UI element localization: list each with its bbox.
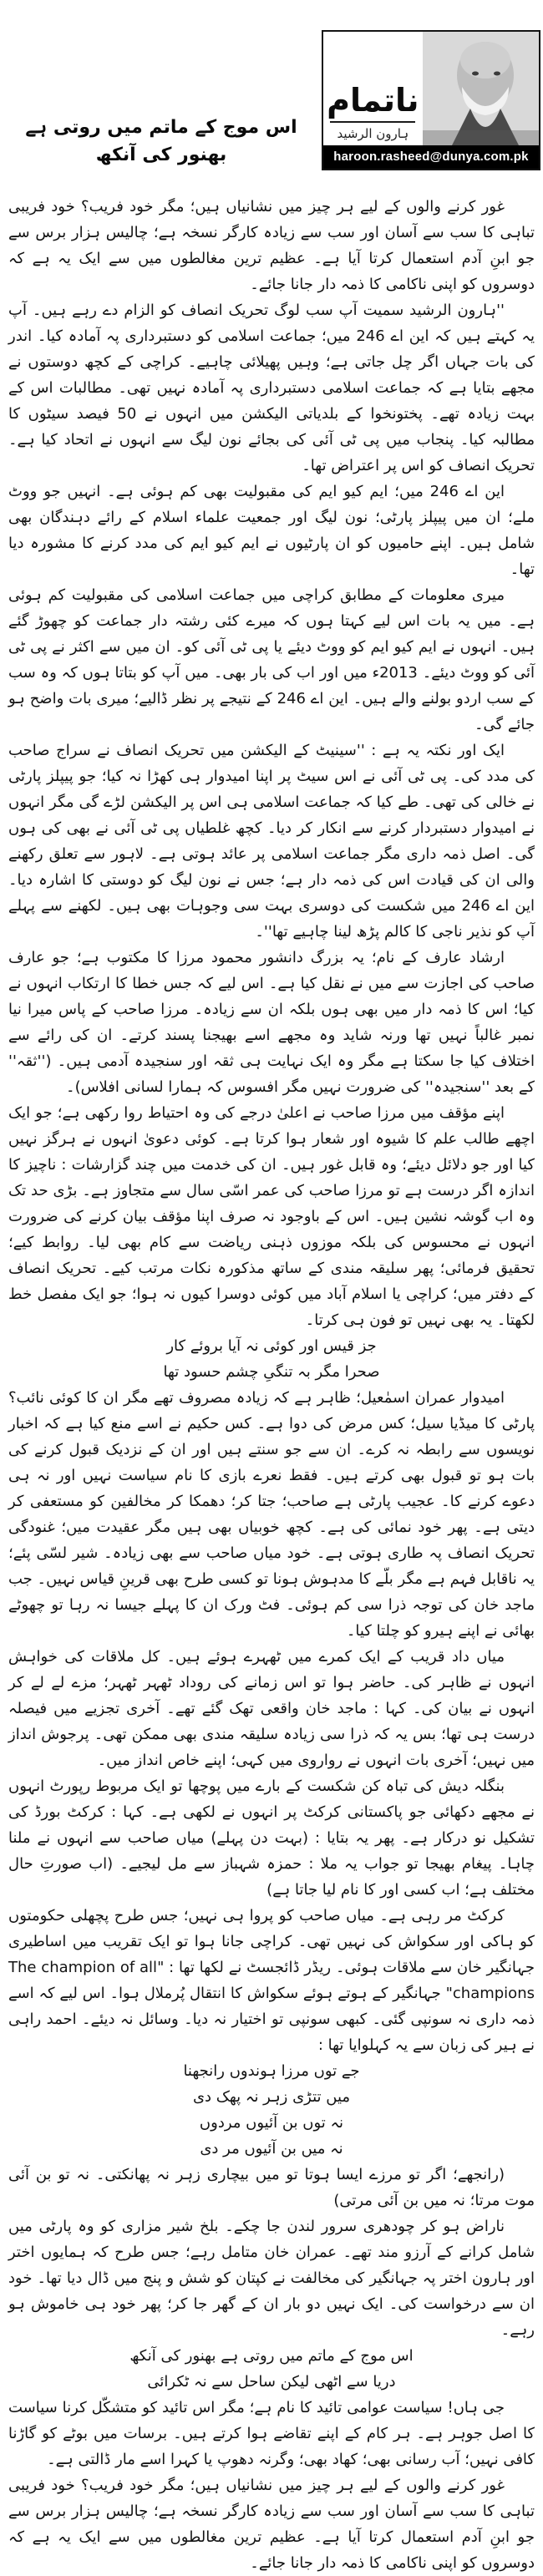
verse-line: میں تتڑی زہر نہ پھک دی [192,2088,351,2106]
author-photo [423,32,539,145]
article-paragraph: میاں داد قریب کے ایک کمرے میں ٹھہرے ہوئے ہیں۔ کل ملاقات کی خواہش انہوں نے ظاہر کی۔ حاضر ہوا تو اس زمانے کی روداد ٹھہر ٹھہر؛ مزے لے لے کر انہوں نے بیان کی۔ کہا : ماجد خان واقعی تھک گئے تھے۔ آخری تجزیے میں فیصلہ درست ہی تھا؛ بس یہ کہ ذرا سی زیادہ سلیقہ مندی بھی ممکن تھی۔ پرجوش انداز میں نہیں؛ آخری بات انہوں نے رواروی میں کہی؛ اپنے خاص انداز میں۔ [8,1648,535,1769]
verse-block [8,2343,535,2395]
article-body [0,194,543,2576]
column-header-box [322,30,540,170]
author-email-bar: haroon.rasheed@dunya.com.pk [323,145,539,169]
column-title-area [323,32,423,145]
verse-line: دریا سے اٹھی لیکن ساحل سے نہ ٹکرائی [147,2373,396,2391]
verse-line: اس موج کے ماتم میں روتی ہے بھنور کی آنکھ [129,2347,414,2365]
column-header-main [323,32,539,145]
article-paragraph: بنگلہ دیش کی تباہ کن شکست کے بارے میں پوچھا تو ایک مربوط رپورٹ انہوں نے مجھے دکھائی جو پاکستانی کرکٹ پر انہوں نے لکھی ہے۔ کہا : کرکٹ بورڈ کی تشکیل نو درکار ہے۔ پھر یہ بتایا : (بہت دن پہلے) میاں صاحب سے انہوں نے ملنا چاہا۔ پیغام بھیجا تو جواب یہ ملا : حمزہ شہباز سے مل لیجیے۔ (اب صورتِ حال مختلف ہے؛ اب کسی اور کا نام لیا جاتا ہے) [8,1777,535,1899]
column-title: ناتمام [327,82,419,119]
verse-block [8,1333,535,1385]
article-headline: اس موج کے ماتم میں روتی ہے بھنور کی آنکھ [25,117,297,165]
author-portrait-icon [423,32,539,145]
title-divider [330,121,415,123]
verse-line: نہ میں بن آئیوں مر دی [200,2140,343,2158]
article-paragraph: غور کرنے والوں کے لیے ہر چیز میں نشانیاں ہیں؛ مگر خود فریب؟ خود فریبی تباہی کا سب سے آسان اور سب سے زیادہ کارگر نسخہ ہے؛ چالیس ہزار برس سے جو ابنِ آدم استعمال کرتا آیا ہے۔ عظیم ترین مغالطوں میں سے ایک یہ ہے کہ دوسروں کو اپنی ناکامی کا ذمہ دار جانا جائے۔ [8,198,535,293]
article-paragraph: (رانجھے؛ اگر تو مرزے ایسا ہوتا تو میں بیچاری زہر نہ پھانکتی۔ نہ تو بن آئی موت مرتا؛ نہ میں بن آئی مرتی) [8,2166,535,2209]
article-paragraph: ایک اور نکتہ یہ ہے : ''سینیٹ کے الیکشن میں تحریک انصاف نے سراج صاحب کی مدد کی۔ پی ٹی آئی نے اس سیٹ پر اپنا امیدوار ہی کھڑا نہ کیا؛ جو پیپلز پارٹی نے خالی کی تھی۔ طے کیا کہ جماعت اسلامی ہی اس پر الیکشن لڑے گی مگر انہوں نے امیدوار دستبردار کرنے سے انکار کر دیا۔ کچھ غلطیاں پی ٹی آئی نے بھی کی ہوں گی۔ اصل ذمہ داری مگر جماعت اسلامی پر عائد ہوتی ہے۔ لاہور سے تعلق رکھنے والی ان کی قیادت اس کی ذمہ دار ہے؛ جس نے نون لیگ کو دوستی کا اشارہ دیا۔ این اے 246 میں شکست کی دوسری بہت سی وجوہات بھی ہیں۔ لکھنے سے پہلے آپ کو نذیر ناجی کا کالم پڑھ لینا چاہیے تھا''۔ [8,742,535,941]
author-name: ہارون الرشید [337,126,409,141]
verse-block [8,2058,535,2162]
article-paragraph: ارشاد عارف کے نام؛ یہ بزرگ دانشور محمود مرزا کا مکتوب ہے؛ جو عارف صاحب کی اجازت سے میں نے نقل کیا ہے۔ اس لیے کہ جس خطا کا ارتکاب انہوں نے کیا؛ اس کا ذمہ دار میں بھی ہوں بلکہ ان سے زیادہ۔ مرزا صاحب کے پاس میرا نیا نمبر غالباً نہیں تھا ورنہ شاید وہ مجھے اسے بھیجنا پسند کرتے۔ ان کی رائے سے اختلاف کیا جا سکتا ہے مگر وہ ایک نہایت ہی ثقہ اور سنجیدہ آدمی ہیں۔ (''ثقہ'' کے بعد ''سنجیدہ'' کی ضرورت نہیں مگر افسوس کہ ہمارا لسانی افلاس)۔ [8,949,535,1096]
verse-line: جے توں مرزا ہوندوں رانجھنا [183,2062,360,2080]
article-paragraph: کرکٹ مر رہی ہے۔ میاں صاحب کو پروا ہی نہیں؛ جس طرح پچھلی حکومتوں کو ہاکی اور سکواش کی نہیں تھی۔ کراچی جانا ہوا تو ایک تقریب میں اساطیری جہانگیر خان سے ملاقات ہوئی۔ ریڈر ڈائجسٹ نے لکھا تھا : "The champion of all champions" جہانگیر کے ہوتے ہوئے سکواش کا انتقال پُرملال ہوا۔ اس لیے کہ اسے ذمہ داری نہ سونپی گئی۔ کبھی سونپی تو اختیار نہ دیا۔ وسائل نہ دیئے۔ احمد راہی نے ہیر کی زبان سے یہ کہلوایا تھا : [8,1907,535,2054]
article-paragraph: اپنے مؤقف میں مرزا صاحب نے اعلیٰ درجے کی وہ احتیاط روا رکھی ہے؛ جو ایک اچھے طالب علم کا شیوہ اور شعار ہوا کرتا ہے۔ کوئی دعویٰ انہوں نے ہرگز نہیں کیا اور جو دلائل دیئے؛ وہ قابل غور ہیں۔ ان کی خدمت میں چند گزارشات : ناچیز کا اندازہ اگر درست ہے تو مرزا صاحب کی عمر اسّی سال سے متجاوز ہے۔ بڑی حد تک وہ اب گوشہ نشین ہیں۔ اس کے باوجود نہ صرف اپنا مؤقف بیان کرنے کی ضرورت انہوں نے محسوس کی بلکہ موزوں ذہنی ریاضت سے کام بھی لیا۔ روابط کیے؛ تحقیق فرمائی؛ پھر سلیقہ مندی کے ساتھ مذکورہ نکات مرتب کیے۔ تحریک انصاف کے دفتر میں؛ کراچی یا اسلام آباد میں کوئی دوسرا کیوں نہ ہوا؛ جو ایک مفصل خط لکھتا۔ یہ بھی نہیں تو فون ہی کرتا۔ [8,1104,535,1329]
article-paragraph: ناراض ہو کر چودھری سرور لندن جا چکے۔ بلخ شیر مزاری کو وہ پارٹی میں شامل کرانے کے آرزو مند تھے۔ عمران خان متامل رہے؛ جس طرح کہ ہمایوں اختر اور ہارون اختر پہ جہانگیر کی مخالفت نے کپتان کو شش و پنج میں ڈال دیا تھا۔ خود ان سے درخواست کی۔ ایک نہیں دو بار ان کے گھر جا کر؛ پھر خود ہی خاموش ہو رہے۔ [8,2218,535,2339]
article-paragraph: جی ہاں! سیاست عوامی تائید کا نام ہے؛ مگر اس تائید کو متشکّل کرنا سیاست کا اصل جوہر ہے۔ ہر کام کے اپنے تقاضے ہوا کرتے ہیں۔ برسات میں بوٹے کو گاڑنا کافی نہیں؛ آب رسانی بھی؛ کھاد بھی؛ وگرنہ دھوپ یا کہرا اسے مار ڈالتی ہے۔ [8,2399,535,2468]
verse-line: جز قیس اور کوئی نہ آیا بروئے کار [166,1337,377,1355]
verse-line: صحرا مگر بہ تنگیِ چشم حسود تھا [163,1363,380,1381]
article-paragraph: ''ہارون الرشید سمیت آپ سب لوگ تحریک انصاف کو الزام دے رہے ہیں۔ آپ یہ کہتے ہیں کہ این اے 246 میں؛ جماعت اسلامی کو دستبرداری پہ آمادہ کیا۔ اندر کی بات جہاں اگر چل جاتی ہے؛ وہیں پھیلائی چاہیے۔ کراچی کے کچھ دوستوں نے مجھے بتایا ہے کہ جماعت اسلامی دستبرداری پہ آمادہ نہیں تھی۔ مطالبات اس کے بہت زیادہ تھے۔ پختونخوا کے بلدیاتی الیکشن میں انہوں نے 50 فیصد سیٹوں کا مطالبہ کیا۔ پنجاب میں پی ٹی آئی کی بجائے نون لیگ سے انہوں نے اتحاد کیا ہے۔ تحریک انصاف کو اس پر اعتراض تھا۔ [8,302,535,474]
article-paragraph: غور کرنے والوں کے لیے ہر چیز میں نشانیاں ہیں؛ مگر خود فریب؟ خود فریبی تباہی کا سب سے آسان اور سب سے زیادہ کارگر نسخہ ہے؛ چالیس ہزار برس سے جو ابنِ آدم استعمال کرتا آیا ہے۔ عظیم ترین مغالطوں میں سے ایک یہ ہے کہ دوسروں کو اپنی ناکامی کا ذمہ دار جانا جائے۔ [8,2477,535,2572]
verse-line: نہ توں بن آئیوں مردوں [199,2114,344,2132]
article-paragraph: امیدوار عمران اسمٰعیل؛ ظاہر ہے کہ زیادہ مصروف تھے مگر ان کا کوئی نائب؟ پارٹی کا میڈیا سیل؛ کس مرض کی دوا ہے۔ کس حکیم نے اسے منع کیا ہے کہ اخبار نویسوں سے رابطہ نہ کرے۔ ان سے جو سنتے ہیں اور ان کے نزدیک قبول کرنے کی بات ہو تو قبول بھی کرتے ہیں۔ فقط نعرے بازی کا نام سیاست نہیں اور نہ ہی دعوے کرنے کا۔ عجیب پارٹی ہے صاحب؛ جتا کر؛ دھمکا کر مخالفین کو مستعفی کر دیتی ہے۔ پھر خود نمائی کی ہے۔ کچھ خوبیاں بھی ہیں مگر عقیدت میں؛ غنودگی تحریک انصاف پہ طاری ہوتی ہے۔ خود میاں صاحب سے بھی زیادہ۔ شیر لسّی پئے؛ یہ ناقابل فہم ہے مگر بلّے کا مدہوش ہونا تو کسی طرح بھی قرینِ قیاس نہیں۔ جب ماجد خان کی توجہ ذرا سی کم ہوئی۔ فٹ ورک ان کا پہلے جیسا نہ رہا تو چھوٹے بھائی نے اپنے ہیرو کو چلتا کیا۔ [8,1389,535,1640]
article-paragraph: میری معلومات کے مطابق کراچی میں جماعت اسلامی کی مقبولیت کم ہوئی ہے۔ میں یہ بات اس لیے کہتا ہوں کہ میرے کئی رشتہ دار جماعت کو چھوڑ گئے ہیں۔ انہوں نے ایم کیو ایم کو ووٹ دیئے یا پی ٹی آئی کو۔ ان میں سے اکثر نے پی ٹی آئی کو ووٹ دیئے۔ 2013ء میں اور اب کی بار بھی۔ میں آپ کو بتاتا ہوں کہ وہ سب کے سب اردو بولنے والے ہیں۔ این اے 246 کے نتیجے پر نظر ڈالیے؛ میری بات واضح ہو جائے گی۔ [8,586,535,733]
article-paragraph: این اے 246 میں؛ ایم کیو ایم کی مقبولیت بھی کم ہوئی ہے۔ انہیں جو ووٹ ملے؛ ان میں پیپلز پارٹی؛ نون لیگ اور جمعیت علماء اسلام کے رائے دہندگان بھی شامل ہیں۔ اپنے حامیوں کو ان پارٹیوں نے ایم کیو ایم کی مدد کرنے کا مشورہ دیا تھا۔ [8,483,535,578]
